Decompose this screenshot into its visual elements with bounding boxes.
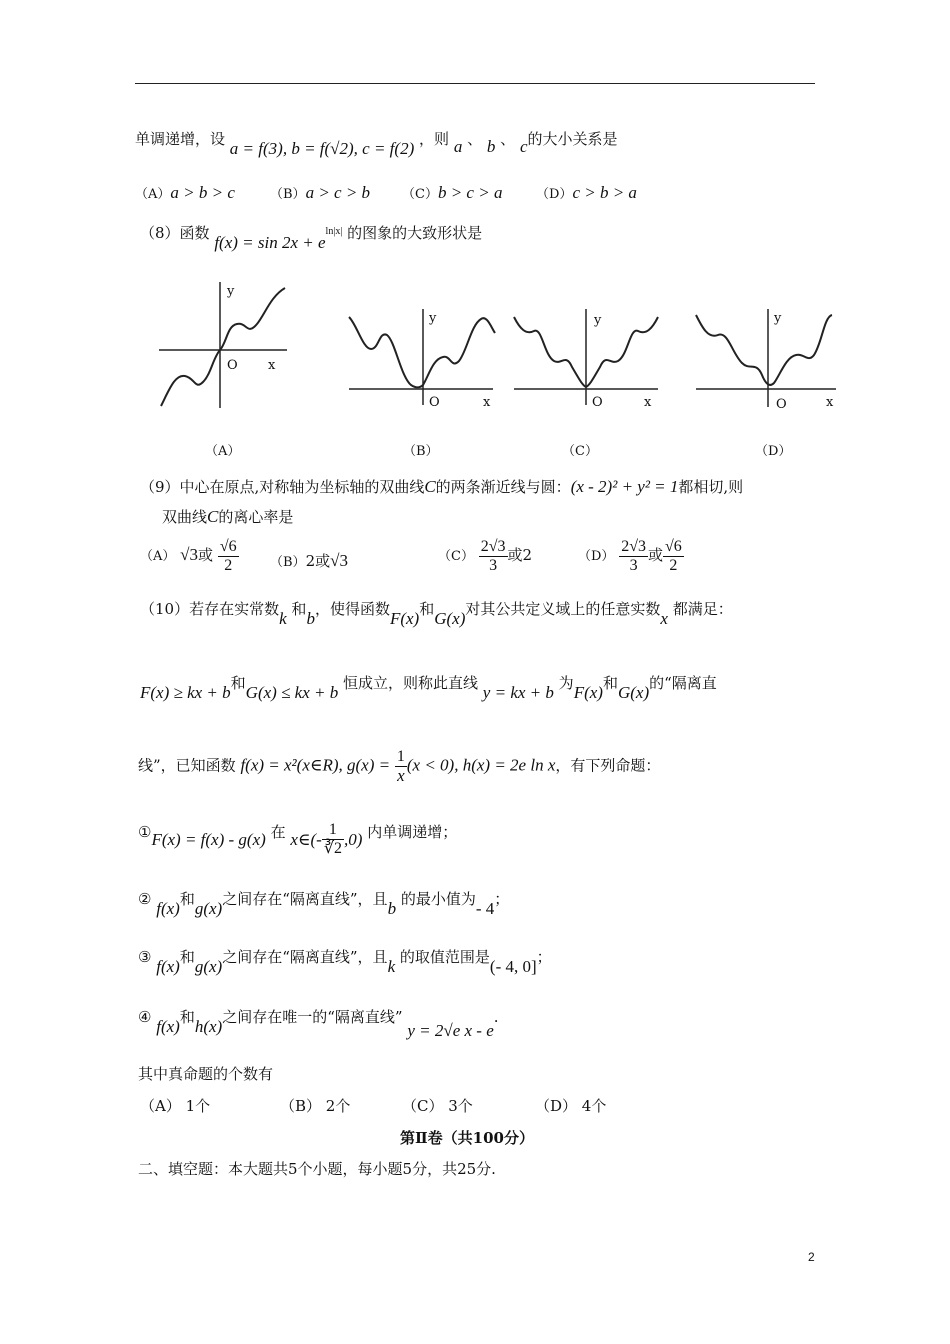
q7-sep2: 、 <box>500 130 516 148</box>
q9-opt-a-label: （A） <box>140 549 176 565</box>
q9-stem-line2 <box>162 506 293 527</box>
section-2-title: 第Ⅱ卷（共100分） <box>400 1129 534 1147</box>
q7-opt-c: b > c > a <box>437 183 503 202</box>
graph-a-origin-label: O <box>227 358 238 373</box>
q10-l2-for: 为 <box>558 674 574 692</box>
q9-opt-b-label: （B） <box>270 555 306 570</box>
q9-opt-a-or: 或 <box>198 546 214 565</box>
q10-l2-and2: 和 <box>602 674 618 692</box>
q10-option-d: （D） 4个 <box>535 1097 607 1115</box>
q7-option-c <box>402 183 502 203</box>
q9-opt-d-num: 2√3 <box>621 538 646 555</box>
q10-l3-end: ，有下列命题： <box>555 756 661 775</box>
graph-b-caption: （B） <box>403 444 439 459</box>
s3-val: (- 4, 0] <box>489 957 537 976</box>
q9-opt-d-den: 3 <box>629 556 638 574</box>
q7-opt-c-label: （C） <box>402 187 438 202</box>
q10-option-b: （B） 2个 <box>280 1097 351 1115</box>
q9-opt-b-or: 或 <box>315 552 331 570</box>
s3-f: f(x) <box>156 957 180 976</box>
q7-opt-b: a > c > b <box>305 183 371 202</box>
q9-option-b <box>270 550 348 571</box>
s4-f: f(x) <box>156 1017 180 1036</box>
q10-statement-3 <box>138 946 552 976</box>
q10-l1-and1: 和 <box>291 600 307 618</box>
q8-exponent: ln|x| <box>325 226 343 237</box>
s2-f: f(x) <box>156 899 180 918</box>
q9-opt-d-or: 或 <box>648 546 664 565</box>
s1-mark: ① <box>138 823 152 842</box>
s3-mark: ③ <box>138 948 152 966</box>
q9-opt-d-fraction1 <box>619 538 648 574</box>
s4-end: . <box>493 1008 499 1026</box>
q7-opt-a-label: （A） <box>135 187 171 202</box>
graph-b-x-label: x <box>483 395 491 410</box>
q9-opt-c-den: 3 <box>489 556 498 574</box>
s3-k: k <box>387 957 396 976</box>
q10-statement-1 <box>138 815 458 857</box>
q10-l1-mid2: 对其公共定义域上的任意实数 <box>465 600 661 618</box>
q9-mid: 的两条渐近线与圆： <box>435 478 571 496</box>
q7-option-b <box>270 183 370 203</box>
q9-line2-var-c: C <box>207 507 219 526</box>
q7-stem <box>135 128 618 158</box>
graph-a-y-label: y <box>227 284 235 299</box>
graph-d-origin-label: O <box>776 397 787 412</box>
q7-option-d <box>536 183 637 203</box>
q10-l2-end: 的“隔离直 <box>649 674 717 692</box>
q9-opt-d-fraction2 <box>663 538 684 574</box>
q7-suffix: 的大小关系是 <box>527 130 618 148</box>
q9-opt-a-fraction <box>218 538 239 574</box>
q10-l2-and1: 和 <box>230 674 246 692</box>
q10-statement-2 <box>138 888 510 918</box>
q9-var-c: C <box>424 477 436 496</box>
q10-l2-mid: 恒成立，则称此直线 <box>343 674 479 692</box>
q10-l1-end: 都满足： <box>672 600 733 618</box>
graph-d-y-label: y <box>774 311 782 326</box>
s2-val: - 4 <box>475 899 495 918</box>
q7-opt-d-label: （D） <box>536 187 573 202</box>
s1-den: ∛2 <box>323 839 343 857</box>
q7-mid: ，则 <box>419 130 450 148</box>
q9-stem <box>140 476 743 497</box>
q10-l3-num: 1 <box>396 748 405 765</box>
q9-opt-b-val1: 2 <box>305 552 316 570</box>
q10-l1-k: k <box>279 609 287 628</box>
fill-blank-heading: 二、填空题：本大题共5个小题，每小题5分，共25分. <box>138 1160 496 1178</box>
q8-graph-b <box>345 305 500 415</box>
q10-line3 <box>138 748 660 785</box>
q10-l2-G: G(x) <box>617 683 650 702</box>
s1-end: 内单调递增； <box>367 823 458 842</box>
s4-mark: ④ <box>138 1008 152 1026</box>
q7-var-b: b <box>486 137 496 156</box>
q9-line2a: 双曲线 <box>162 508 208 526</box>
s3-g: g(x) <box>194 957 223 976</box>
q10-l1-b: b <box>306 609 315 628</box>
q10-l3-den: x <box>397 765 405 785</box>
q10-line1 <box>140 598 733 628</box>
s1-formula: F(x) = f(x) - g(x) <box>151 830 266 850</box>
q10-l1-mid: ，使得函数 <box>314 600 390 618</box>
q7-opt-b-label: （B） <box>270 187 306 202</box>
graph-c-y-label: y <box>594 313 602 328</box>
s4-val: y = 2√e x - e <box>407 1021 494 1040</box>
q9-opt-c-label: （C） <box>438 549 474 565</box>
s2-end: ； <box>494 890 510 908</box>
s2-mid2: 的最小值为 <box>400 890 476 908</box>
q10-option-c: （C） 3个 <box>402 1097 473 1115</box>
s4-mid: 之间存在唯一的“隔离直线” <box>222 1008 403 1026</box>
q7-opt-a: a > b > c <box>170 183 235 202</box>
graph-a-caption: （A） <box>205 444 241 459</box>
q8-suffix: 的图象的大致形状是 <box>347 224 483 242</box>
q7-sep1: 、 <box>467 130 483 148</box>
q7-prefix: 单调递增，设 <box>135 130 226 148</box>
q9-formula: (x - 2)² + y² = 1 <box>570 477 679 496</box>
q9-option-c <box>438 538 532 574</box>
graph-d-caption: （D） <box>755 444 792 459</box>
s2-g: g(x) <box>194 899 223 918</box>
q10-question: 其中真命题的个数有 <box>138 1065 274 1083</box>
q7-var-c: c <box>519 137 528 156</box>
q9-opt-c-num: 2√3 <box>480 538 506 555</box>
graph-c-origin-label: O <box>592 395 603 410</box>
q9-prefix: （9）中心在原点,对称轴为坐标轴的双曲线 <box>140 478 425 496</box>
header-rule <box>135 83 815 84</box>
q10-l2-f2: G(x) ≤ kx + b <box>245 683 339 702</box>
q8-graph-a <box>155 278 295 418</box>
q9-option-a <box>140 538 239 574</box>
q10-l3-g: (x < 0), h(x) = 2e ln x <box>406 755 556 775</box>
page-number: 2 <box>808 1250 815 1264</box>
graph-c-x-label: x <box>644 395 652 410</box>
s1-num: 1 <box>322 821 344 840</box>
graph-d-x-label: x <box>826 395 834 410</box>
q9-line2b: 的离心率是 <box>218 508 294 526</box>
q7-formula: a = f(3), b = f(√2), c = f(2) <box>229 139 415 158</box>
q10-l1-G: G(x) <box>434 609 466 628</box>
q10-l1-F: F(x) <box>389 609 420 628</box>
q10-statement-4 <box>138 1006 499 1040</box>
s1-interval-end: ,0) <box>344 830 363 850</box>
q9-suffix: 都相切,则 <box>678 478 744 496</box>
graph-b-y-label: y <box>429 311 437 326</box>
q8-prefix: （8）函数 <box>140 224 210 242</box>
q9-opt-d-label: （D） <box>578 549 615 565</box>
s3-mid: 之间存在“隔离直线”，且 <box>222 948 388 966</box>
q8-formula: f(x) = sin 2x + e <box>214 233 326 252</box>
q9-opt-d-num2: √6 <box>665 538 682 555</box>
q10-line2 <box>140 672 717 702</box>
q9-opt-a-num: √6 <box>219 538 237 555</box>
q7-options <box>135 183 235 203</box>
s2-b: b <box>387 899 397 918</box>
s2-mark: ② <box>138 890 152 908</box>
q10-l2-f3: y = kx + b <box>482 683 554 702</box>
q10-l3-fraction <box>395 748 407 785</box>
q8-stem <box>140 222 483 252</box>
s1-fraction <box>322 821 344 857</box>
q10-l2-F: F(x) <box>573 683 603 702</box>
q10-l1-and2: 和 <box>419 600 435 618</box>
q9-opt-c-val2: 2 <box>522 546 533 565</box>
q9-opt-b-val2: √3 <box>330 551 348 570</box>
s3-and: 和 <box>179 948 195 966</box>
q10-l1-x: x <box>660 609 668 628</box>
q9-option-d <box>578 538 684 574</box>
graph-b-origin-label: O <box>429 395 440 410</box>
q10-l3-a: 线”，已知函数 <box>138 756 236 775</box>
q10-option-a: （A） 1个 <box>140 1097 211 1115</box>
s3-mid2: 的取值范围是 <box>399 948 490 966</box>
q7-var-a: a <box>453 137 463 156</box>
s4-h: h(x) <box>194 1017 223 1036</box>
q9-opt-c-fraction <box>479 538 508 574</box>
s4-and: 和 <box>179 1008 195 1026</box>
q10-l2-f1: F(x) ≥ kx + b <box>140 683 231 702</box>
q10-l1-a: （10）若存在实常数 <box>140 600 280 618</box>
graph-a-x-label: x <box>268 358 276 373</box>
q9-opt-a-den: 2 <box>224 556 233 574</box>
q8-graph-d <box>692 305 840 415</box>
s1-in: 在 <box>270 823 286 842</box>
s2-mid: 之间存在“隔离直线”，且 <box>222 890 388 908</box>
s3-end: ； <box>536 948 552 966</box>
q9-opt-a-val1: √3 <box>180 545 199 565</box>
q9-opt-c-or: 或 <box>507 546 523 565</box>
graph-c-caption: （C） <box>562 444 598 459</box>
q10-l3-f: f(x) = x²(x∈R), g(x) = <box>240 755 391 775</box>
q9-opt-d-den2: 2 <box>669 556 678 574</box>
q7-opt-d: c > b > a <box>572 183 637 202</box>
s1-interval-start: x∈(- <box>290 830 322 850</box>
q8-graph-c <box>510 305 665 415</box>
s2-and: 和 <box>179 890 195 908</box>
